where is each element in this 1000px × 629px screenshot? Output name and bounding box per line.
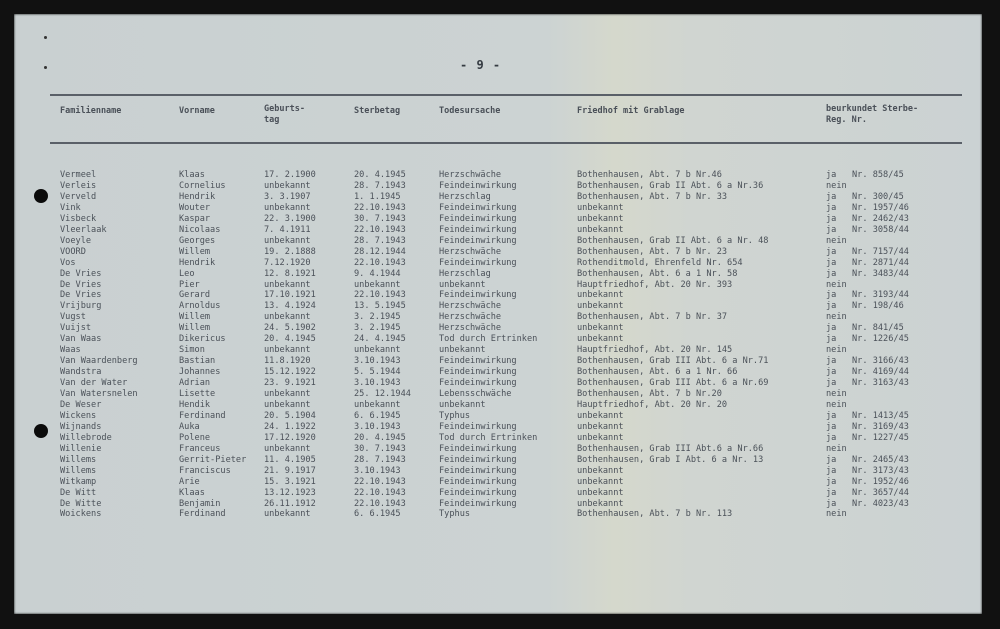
sterbetag-cell: 22.10.1943 [354,498,406,509]
familienname-cell: Wijnands [60,421,102,432]
todesursache-cell: Feindeinwirkung [439,257,517,268]
table-row [14,258,982,269]
friedhof-cell: Bothenhausen, Abt. 7 b Nr. 33 [577,191,728,202]
geburtstag-cell: 24. 5.1902 [264,323,316,334]
table-row [14,170,982,181]
familienname-cell: Vrijburg [60,301,102,312]
register-number-cell: Nr. 7157/44 [852,246,909,257]
sterbetag-cell: 20. 4.1945 [354,432,406,443]
familienname-cell: Vugst [60,312,86,323]
header-familienname: Familienname [60,106,122,116]
table-row [14,367,982,378]
vorname-cell: Willem [179,246,211,257]
vorname-cell: Gerard [179,290,211,301]
register-number-cell: Nr. 1952/46 [852,476,909,487]
sterbetag-cell: 6. 6.1945 [354,410,401,421]
beurkundet-cell: nein [826,279,847,290]
familienname-cell: Willenie [60,443,102,454]
table-row [14,280,982,291]
friedhof-cell: Bothenhausen, Grab III Abt. 6 a Nr.71 [577,356,769,367]
todesursache-cell: unbekannt [439,345,486,356]
friedhof-cell: Hauptfriedhof, Abt. 20 Nr. 145 [577,345,733,356]
vorname-cell: Adrian [179,378,211,389]
todesursache-cell: Tod durch Ertrinken [439,432,538,443]
beurkundet-cell: nein [826,509,847,520]
geburtstag-cell: 11.8.1920 [264,356,311,367]
vorname-cell: Wouter [179,202,211,213]
register-number-cell: Nr. 2462/43 [852,213,909,224]
geburtstag-cell: unbekannt [264,279,311,290]
geburtstag-cell: 20. 4.1945 [264,334,316,345]
beurkundet-cell: nein [826,389,847,399]
vorname-cell: Franceus [179,443,221,454]
vorname-cell: Dikericus [179,334,226,345]
friedhof-cell: unbekannt [577,290,624,301]
familienname-cell: Van Waardenberg [60,356,138,367]
header-beurkundet: beurkundet Sterbe- Reg. Nr. [826,104,919,125]
sterbetag-cell: 30. 7.1943 [354,443,406,454]
vorname-cell: Kaspar [179,213,211,224]
familienname-cell: Visbeck [60,213,97,224]
familienname-cell: Van Watersnelen [60,389,138,399]
friedhof-cell: unbekannt [577,224,624,235]
familienname-cell: Verveld [60,191,97,202]
geburtstag-cell: unbekannt [264,235,311,246]
sterbetag-cell: 22.10.1943 [354,257,406,268]
page-number: - 9 - [460,58,502,72]
geburtstag-cell: 15. 3.1921 [264,476,316,487]
familienname-cell: Vermeel [60,170,97,180]
vorname-cell: Auka [179,421,200,432]
vorname-cell: Gerrit-Pieter [179,454,247,465]
table-row [14,323,982,334]
beurkundet-cell: ja [826,432,837,443]
familienname-cell: Willems [60,454,97,465]
sterbetag-cell: 25. 12.1944 [354,389,411,399]
geburtstag-cell: 7. 4.1911 [264,224,311,235]
friedhof-cell: Hauptfriedhof, Abt. 20 Nr. 393 [577,279,733,290]
punch-mark [44,36,47,39]
vorname-cell: Klaas [179,170,205,180]
document-page [14,14,982,614]
sterbetag-cell: 28. 7.1943 [354,454,406,465]
geburtstag-cell: 12. 8.1921 [264,268,316,279]
vorname-cell: Leo [179,268,195,279]
todesursache-cell: Herzschlag [439,191,491,202]
geburtstag-cell: 21. 9.1917 [264,465,316,476]
register-number-cell: Nr. 1413/45 [852,410,909,421]
vorname-cell: Franciscus [179,465,231,476]
beurkundet-cell: ja [826,213,837,224]
familienname-cell: De Vries [60,279,102,290]
table-row [14,499,982,510]
register-number-cell: Nr. 858/45 [852,170,904,180]
table-row [14,214,982,225]
header-geburtstag: Geburts- tag [264,104,305,125]
familienname-cell: Witkamp [60,476,97,487]
register-number-cell: Nr. 198/46 [852,301,904,312]
register-number-cell: Nr. 3166/43 [852,356,909,367]
register-number-cell: Nr. 1227/45 [852,432,909,443]
vorname-cell: Cornelius [179,180,226,191]
beurkundet-cell: ja [826,246,837,257]
beurkundet-cell: ja [826,378,837,389]
familienname-cell: De Vries [60,290,102,301]
register-number-cell: Nr. 3483/44 [852,268,909,279]
sterbetag-cell: unbekannt [354,345,401,356]
friedhof-cell: Bothenhausen, Grab I Abt. 6 a Nr. 13 [577,454,764,465]
register-number-cell: Nr. 3657/44 [852,487,909,498]
vorname-cell: Lisette [179,389,216,399]
sterbetag-cell: 3.10.1943 [354,356,401,367]
register-number-cell: Nr. 3173/43 [852,465,909,476]
geburtstag-cell: 24. 1.1922 [264,421,316,432]
top-rule [50,94,962,96]
todesursache-cell: Feindeinwirkung [439,290,517,301]
familienname-cell: Van der Water [60,378,128,389]
familienname-cell: Willebrode [60,432,112,443]
sterbetag-cell: 3. 2.1945 [354,312,401,323]
familienname-cell: Woickens [60,509,102,520]
todesursache-cell: Feindeinwirkung [439,476,517,487]
friedhof-cell: Bothenhausen, Abt. 7 b Nr.20 [577,389,722,399]
friedhof-cell: Bothenhausen, Grab II Abt. 6 a Nr. 48 [577,235,769,246]
todesursache-cell: Herzschwäche [439,301,502,312]
register-number-cell: Nr. 1957/46 [852,202,909,213]
familienname-cell: Vink [60,202,81,213]
sterbetag-cell: 20. 4.1945 [354,170,406,180]
vorname-cell: Willem [179,323,211,334]
beurkundet-cell: ja [826,224,837,235]
sterbetag-cell: 6. 6.1945 [354,509,401,520]
table-row [14,509,982,520]
todesursache-cell: Herzschwäche [439,312,502,323]
familienname-cell: Waas [60,345,81,356]
geburtstag-cell: unbekannt [264,345,311,356]
todesursache-cell: Typhus [439,410,471,421]
geburtstag-cell: 7.12.1920 [264,257,311,268]
table-row [14,290,982,301]
familienname-cell: Willems [60,465,97,476]
sterbetag-cell: 13. 5.1945 [354,301,406,312]
sterbetag-cell: 5. 5.1944 [354,367,401,378]
beurkundet-cell: ja [826,454,837,465]
sterbetag-cell: 22.10.1943 [354,290,406,301]
register-number-cell: Nr. 4023/43 [852,498,909,509]
geburtstag-cell: 19. 2.1888 [264,246,316,257]
geburtstag-cell: 22. 3.1900 [264,213,316,224]
friedhof-cell: Bothenhausen, Abt. 7 b Nr. 23 [577,246,728,257]
sterbetag-cell: 1. 1.1945 [354,191,401,202]
friedhof-cell: unbekannt [577,432,624,443]
familienname-cell: De Vries [60,268,102,279]
familienname-cell: De Witte [60,498,102,509]
geburtstag-cell: unbekannt [264,399,311,410]
todesursache-cell: Lebensschwäche [439,389,512,399]
familienname-cell: Vuijst [60,323,92,334]
friedhof-cell: unbekannt [577,301,624,312]
sterbetag-cell: unbekannt [354,399,401,410]
table-row [14,225,982,236]
table-row [14,236,982,247]
geburtstag-cell: unbekannt [264,180,311,191]
beurkundet-cell: ja [826,290,837,301]
beurkundet-cell: ja [826,334,837,345]
geburtstag-cell: unbekannt [264,312,311,323]
punch-mark [44,66,47,69]
header-rule [50,142,962,144]
geburtstag-cell: unbekannt [264,443,311,454]
vorname-cell: Hendrik [179,257,216,268]
beurkundet-cell: ja [826,465,837,476]
todesursache-cell: Herzschwäche [439,323,502,334]
todesursache-cell: Feindeinwirkung [439,224,517,235]
table-row [14,466,982,477]
register-number-cell: Nr. 841/45 [852,323,904,334]
beurkundet-cell: nein [826,399,847,410]
vorname-cell: Nicolaas [179,224,221,235]
beurkundet-cell: ja [826,367,837,378]
friedhof-cell: unbekannt [577,410,624,421]
todesursache-cell: Feindeinwirkung [439,367,517,378]
vorname-cell: Arie [179,476,200,487]
table-row [14,433,982,444]
table-row [14,312,982,323]
todesursache-cell: Herzschlag [439,268,491,279]
todesursache-cell: unbekannt [439,399,486,410]
sterbetag-cell: 22.10.1943 [354,202,406,213]
sterbetag-cell: 24. 4.1945 [354,334,406,345]
beurkundet-cell: ja [826,202,837,213]
vorname-cell: Polene [179,432,211,443]
vorname-cell: Ferdinand [179,410,226,421]
sterbetag-cell: 28.12.1944 [354,246,406,257]
sterbetag-cell: 9. 4.1944 [354,268,401,279]
geburtstag-cell: 13.12.1923 [264,487,316,498]
beurkundet-cell: nein [826,180,847,191]
register-number-cell: Nr. 4169/44 [852,367,909,378]
sterbetag-cell: 3.10.1943 [354,378,401,389]
table-row [14,378,982,389]
table-row [14,181,982,192]
beurkundet-cell: ja [826,476,837,487]
familienname-cell: Voeyle [60,235,92,246]
vorname-cell: Johannes [179,367,221,378]
register-number-cell: Nr. 2871/44 [852,257,909,268]
friedhof-cell: unbekannt [577,421,624,432]
familienname-cell: De Witt [60,487,97,498]
geburtstag-cell: 11. 4.1905 [264,454,316,465]
todesursache-cell: Feindeinwirkung [439,421,517,432]
familienname-cell: Verleis [60,180,97,191]
geburtstag-cell: 23. 9.1921 [264,378,316,389]
vorname-cell: Simon [179,345,205,356]
friedhof-cell: Bothenhausen, Grab III Abt.6 a Nr.66 [577,443,764,454]
vorname-cell: Pier [179,279,200,290]
sterbetag-cell: 28. 7.1943 [354,235,406,246]
geburtstag-cell: 17.12.1920 [264,432,316,443]
sterbetag-cell: 28. 7.1943 [354,180,406,191]
geburtstag-cell: unbekannt [264,202,311,213]
vorname-cell: Bastian [179,356,216,367]
todesursache-cell: Feindeinwirkung [439,443,517,454]
sterbetag-cell: 22.10.1943 [354,476,406,487]
geburtstag-cell: 13. 4.1924 [264,301,316,312]
table-row [14,389,982,400]
geburtstag-cell: 17.10.1921 [264,290,316,301]
beurkundet-cell: ja [826,323,837,334]
friedhof-cell: unbekannt [577,465,624,476]
friedhof-cell: unbekannt [577,213,624,224]
friedhof-cell: unbekannt [577,323,624,334]
friedhof-cell: Rothenditmold, Ehrenfeld Nr. 654 [577,257,743,268]
todesursache-cell: Feindeinwirkung [439,454,517,465]
friedhof-cell: unbekannt [577,476,624,487]
beurkundet-cell: ja [826,421,837,432]
geburtstag-cell: 17. 2.1900 [264,170,316,180]
todesursache-cell: Feindeinwirkung [439,235,517,246]
familienname-cell: Vleerlaak [60,224,107,235]
register-number-cell: Nr. 3193/44 [852,290,909,301]
table-row [14,247,982,258]
friedhof-cell: Bothenhausen, Abt. 6 a 1 Nr. 66 [577,367,738,378]
table-row [14,192,982,203]
table-row [14,203,982,214]
beurkundet-cell: ja [826,268,837,279]
todesursache-cell: Feindeinwirkung [439,202,517,213]
sterbetag-cell: 3.10.1943 [354,421,401,432]
sterbetag-cell: 3.10.1943 [354,465,401,476]
friedhof-cell: unbekannt [577,487,624,498]
table-row [14,411,982,422]
todesursache-cell: Herzschwäche [439,170,502,180]
beurkundet-cell: ja [826,191,837,202]
friedhof-cell: Bothenhausen, Abt. 6 a 1 Nr. 58 [577,268,738,279]
vorname-cell: Ferdinand [179,509,226,520]
table-row [14,477,982,488]
header-friedhof: Friedhof mit Grablage [577,106,685,116]
todesursache-cell: unbekannt [439,279,486,290]
vorname-cell: Arnoldus [179,301,221,312]
register-number-cell: Nr. 1226/45 [852,334,909,345]
vorname-cell: Klaas [179,487,205,498]
familienname-cell: Vos [60,257,76,268]
geburtstag-cell: 3. 3.1907 [264,191,311,202]
table-row [14,422,982,433]
friedhof-cell: Hauptfriedhof, Abt. 20 Nr. 20 [577,399,728,410]
beurkundet-cell: nein [826,443,847,454]
beurkundet-cell: nein [826,345,847,356]
todesursache-cell: Feindeinwirkung [439,378,517,389]
familienname-cell: VOORD [60,246,86,257]
todesursache-cell: Feindeinwirkung [439,465,517,476]
beurkundet-cell: ja [826,301,837,312]
vorname-cell: Hendik [179,399,211,410]
geburtstag-cell: unbekannt [264,389,311,399]
table-row [14,444,982,455]
beurkundet-cell: ja [826,356,837,367]
register-number-cell: Nr. 2465/43 [852,454,909,465]
friedhof-cell: Bothenhausen, Grab III Abt. 6 a Nr.69 [577,378,769,389]
table-row [14,334,982,345]
table-row [14,301,982,312]
todesursache-cell: Feindeinwirkung [439,356,517,367]
geburtstag-cell: 26.11.1912 [264,498,316,509]
beurkundet-cell: ja [826,498,837,509]
friedhof-cell: unbekannt [577,202,624,213]
vorname-cell: Georges [179,235,216,246]
register-number-cell: Nr. 300/45 [852,191,904,202]
friedhof-cell: unbekannt [577,334,624,345]
table-row [14,356,982,367]
table-row [14,400,982,411]
table-row [14,269,982,280]
register-number-cell: Nr. 3169/43 [852,421,909,432]
beurkundet-cell: nein [826,235,847,246]
todesursache-cell: Feindeinwirkung [439,487,517,498]
friedhof-cell: Bothenhausen, Abt. 7 b Nr.46 [577,170,722,180]
familienname-cell: Wickens [60,410,97,421]
vorname-cell: Willem [179,312,211,323]
beurkundet-cell: ja [826,170,837,180]
register-number-cell: Nr. 3058/44 [852,224,909,235]
friedhof-cell: unbekannt [577,498,624,509]
sterbetag-cell: 30. 7.1943 [354,213,406,224]
todesursache-cell: Feindeinwirkung [439,498,517,509]
friedhof-cell: Bothenhausen, Grab II Abt. 6 a Nr.36 [577,180,764,191]
sterbetag-cell: 22.10.1943 [354,487,406,498]
todesursache-cell: Feindeinwirkung [439,213,517,224]
todesursache-cell: Tod durch Ertrinken [439,334,538,345]
todesursache-cell: Feindeinwirkung [439,180,517,191]
beurkundet-cell: ja [826,410,837,421]
table-row [14,455,982,466]
table-row [14,488,982,499]
sterbetag-cell: 3. 2.1945 [354,323,401,334]
sterbetag-cell: unbekannt [354,279,401,290]
header-todesursache: Todesursache [439,106,501,116]
friedhof-cell: Bothenhausen, Abt. 7 b Nr. 37 [577,312,728,323]
todesursache-cell: Herzschwäche [439,246,502,257]
geburtstag-cell: unbekannt [264,509,311,520]
header-sterbetag: Sterbetag [354,106,401,116]
geburtstag-cell: 20. 5.1904 [264,410,316,421]
todesursache-cell: Typhus [439,509,471,520]
table-row [14,345,982,356]
beurkundet-cell: ja [826,257,837,268]
friedhof-cell: Bothenhausen, Abt. 7 b Nr. 113 [577,509,733,520]
familienname-cell: Van Waas [60,334,102,345]
beurkundet-cell: nein [826,312,847,323]
sterbetag-cell: 22.10.1943 [354,224,406,235]
register-number-cell: Nr. 3163/43 [852,378,909,389]
vorname-cell: Benjamin [179,498,221,509]
geburtstag-cell: 15.12.1922 [264,367,316,378]
familienname-cell: De Weser [60,399,102,410]
beurkundet-cell: ja [826,487,837,498]
header-vorname: Vorname [179,106,215,116]
vorname-cell: Hendrik [179,191,216,202]
familienname-cell: Wandstra [60,367,102,378]
